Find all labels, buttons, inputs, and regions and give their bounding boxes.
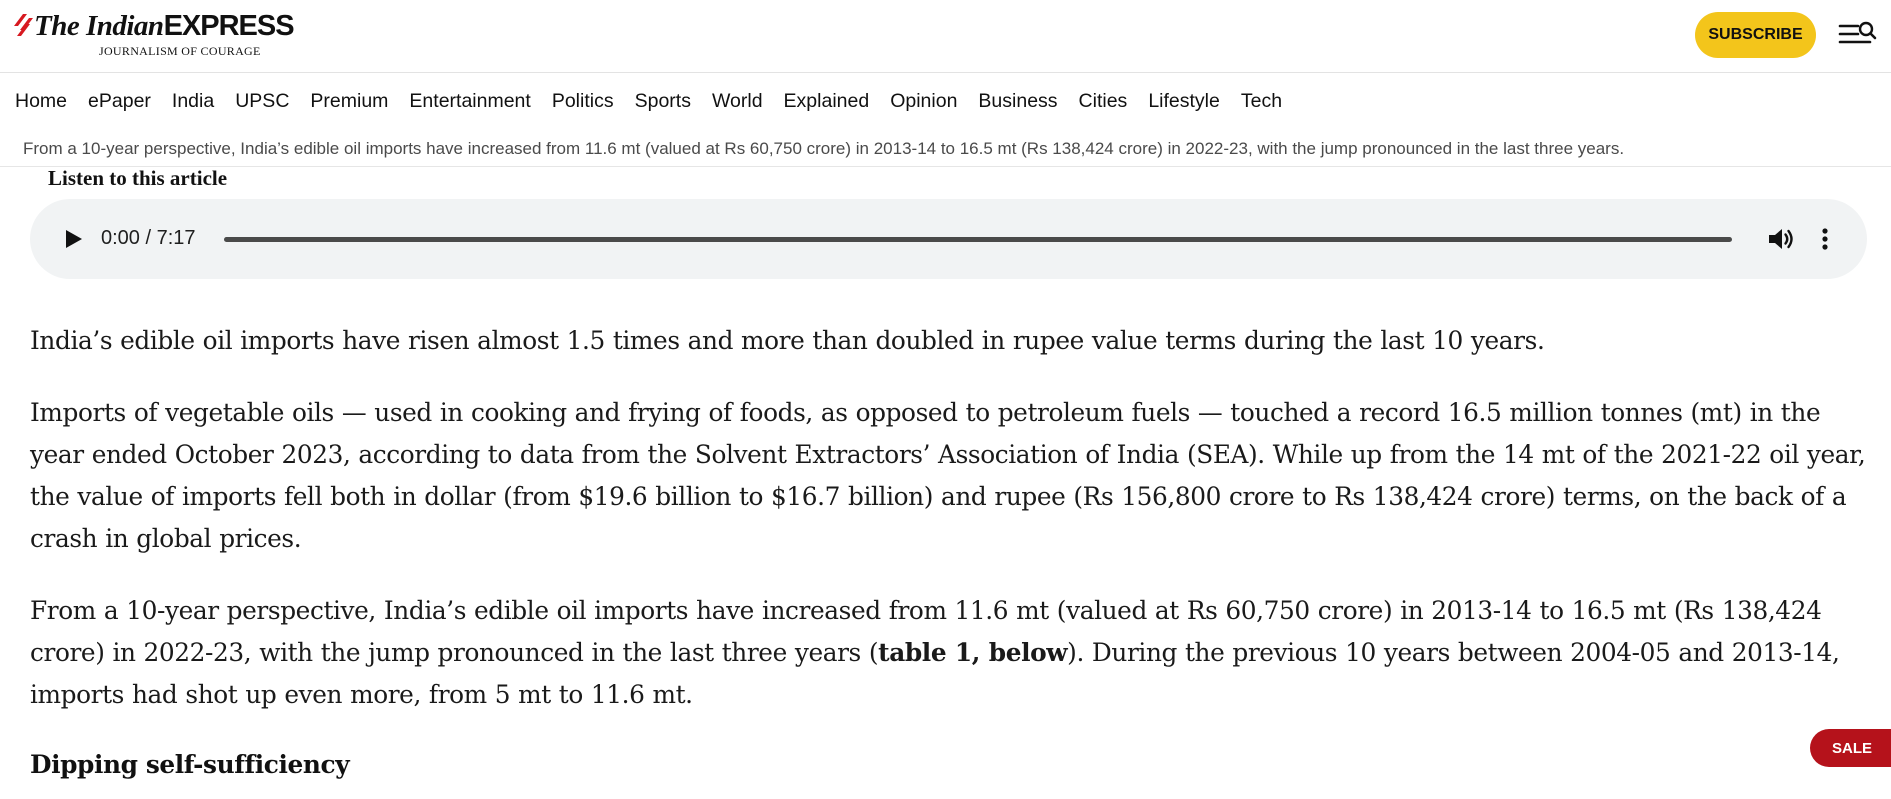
- listen-label: Listen to this article: [48, 166, 228, 190]
- nav-item-cities[interactable]: Cities: [1078, 90, 1128, 112]
- main-navigation: [0, 73, 1891, 132]
- menu-search-icon[interactable]: [1838, 20, 1878, 48]
- image-caption: From a 10-year perspective, India’s edible oil imports have increased from 11.6 mt (valued at Rs 60,750 crore) in 2013-14 to 16.5 mt (Rs 138,424 crore) in 2022-23, with the jump pronounced in the last three years.: [23, 139, 1625, 158]
- nav-item-premium[interactable]: Premium: [310, 90, 389, 112]
- paragraph-3-text-a: From a 10-year perspective, India’s edible oil imports have increased from 11.6 mt (valued at Rs 60,750 crore) in 2013-14 to 16.5 mt (Rs 138,424 crore) in 2022-23, with the jump pronounced in the last three years (: [30, 596, 1822, 667]
- audio-player: [30, 199, 1867, 279]
- nav-item-home[interactable]: Home: [15, 90, 68, 112]
- play-icon[interactable]: [60, 226, 86, 252]
- nav-item-tech[interactable]: Tech: [1240, 90, 1283, 112]
- nav-item-epaper[interactable]: ePaper: [88, 90, 151, 112]
- image-caption-bar: [0, 131, 1891, 167]
- article-paragraph-3: [30, 590, 1870, 716]
- nav-item-sports[interactable]: Sports: [634, 90, 691, 112]
- logo-express: EXPRESS: [163, 10, 294, 42]
- nav-item-business[interactable]: Business: [978, 90, 1058, 112]
- site-logo[interactable]: [14, 10, 294, 60]
- nav-item-world[interactable]: World: [711, 90, 763, 112]
- article-body: [30, 320, 1870, 746]
- subscribe-button[interactable]: SUBSCRIBE: [1695, 12, 1816, 58]
- nav-list: [15, 90, 1303, 113]
- nav-item-lifestyle[interactable]: Lifestyle: [1148, 90, 1220, 112]
- nav-item-india[interactable]: India: [171, 90, 215, 112]
- logo-tagline: JOURNALISM OF COURAGE: [99, 44, 261, 58]
- nav-item-opinion[interactable]: Opinion: [890, 90, 958, 112]
- nav-item-politics[interactable]: Politics: [551, 90, 614, 112]
- volume-icon[interactable]: [1766, 225, 1796, 253]
- paragraph-3-text-b: ). During the previous 10 years between 2004-05 and 2013-14, imports had shot up even more, from 5 mt to 11.6 mt.: [30, 638, 1840, 709]
- article-paragraph-1: India’s edible oil imports have risen almost 1.5 times and more than doubled in rupee value terms during the last 10 years.: [30, 326, 1545, 355]
- sale-badge[interactable]: SALE: [1810, 729, 1891, 767]
- table-reference: table 1, below: [878, 638, 1068, 667]
- more-options-icon[interactable]: [1818, 225, 1832, 253]
- logo-slash-icon: [14, 14, 36, 38]
- audio-progress-track[interactable]: [224, 237, 1732, 242]
- audio-time: 0:00 / 7:17: [101, 227, 196, 249]
- logo-wordmark: [34, 10, 294, 42]
- nav-item-upsc[interactable]: UPSC: [235, 90, 290, 112]
- logo-the-indian: The Indian: [34, 10, 164, 42]
- nav-item-entertainment[interactable]: Entertainment: [409, 90, 531, 112]
- article-subheading: Dipping self-sufficiency: [30, 750, 350, 779]
- article-paragraph-2: Imports of vegetable oils — used in cooking and frying of foods, as opposed to petroleum fuels — touched a record 16.5 million tonnes (mt) in the year ended October 2023, according to data from the Solvent Extractors’ Association of India (SEA). While up from the 14 mt of the 2021-22 oil year, the value of imports fell both in dollar (from $19.6 billion to $16.7 billion) and rupee (Rs 156,800 crore to Rs 138,424 crore) terms, on the back of a crash in global prices.: [30, 398, 1866, 553]
- nav-item-explained[interactable]: Explained: [783, 90, 870, 112]
- site-header: [0, 0, 1891, 73]
